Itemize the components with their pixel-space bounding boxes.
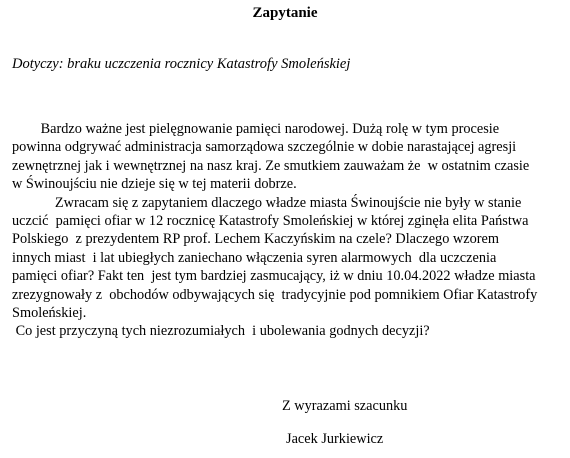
body-line: powinna odgrywać administracja samorządowa szczególnie w dobie narastającej agresji <box>12 139 517 156</box>
body-line: Smoleńskiej. <box>12 305 87 322</box>
document-subject: Dotyczy: braku uczczenia rocznicy Katastrofy Smoleńskiej <box>12 56 351 72</box>
body-line: innych miast i lat ubiegłych zaniechano włączenia syren alarmowych dla uczczenia <box>12 249 497 266</box>
body-line: Zwracam się z zapytaniem dlaczego władze miasta Świnoujście nie były w stanie <box>12 194 522 211</box>
body-line: Co jest przyczyną tych niezrozumiałych i ubolewania godnych decyzji? <box>12 323 430 340</box>
body-line: Polskiego z prezydentem RP prof. Lechem Kaczyńskim na czele? Dlaczego wzorem <box>12 231 499 248</box>
body-line: uczcić pamięci ofiar w 12 rocznicę Katastrofy Smoleńskiej w której zginęła elita Państwa <box>12 213 529 230</box>
signature-name: Jacek Jurkiewicz <box>286 431 384 447</box>
body-line: zewnętrznej jak i wewnętrznej na nasz kraj. Ze smutkiem zauważam że w ostatnim czasie <box>12 157 530 174</box>
document-body <box>12 120 564 341</box>
closing-phrase: Z wyrazami szacunku <box>282 398 408 414</box>
body-line: zrezygnowały z obchodów odbywających się tradycyjnie pod pomnikiem Ofiar Katastrofy <box>12 286 538 303</box>
body-line: Bardzo ważne jest pielęgnowanie pamięci narodowej. Dużą rolę w tym procesie <box>12 121 500 137</box>
body-line: w Świnoujściu nie dzieje się w tej materii dobrze. <box>12 176 297 193</box>
document-title: Zapytanie <box>252 5 318 21</box>
body-line: pamięci ofiar? Fakt ten jest tym bardziej zasmucający, iż w dniu 10.04.2022 władze miasta <box>12 268 536 285</box>
